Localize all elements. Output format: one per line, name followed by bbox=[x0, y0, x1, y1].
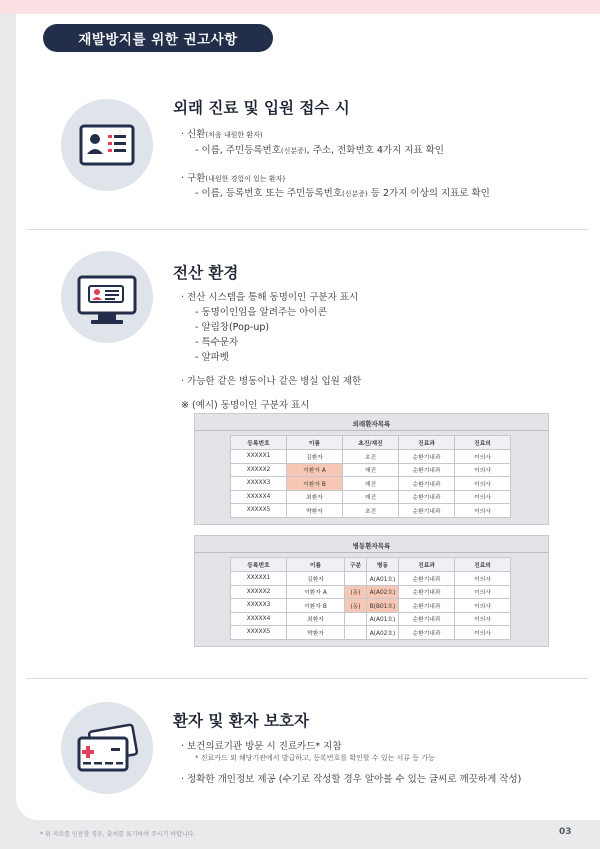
table-cell: 재진 bbox=[343, 490, 399, 504]
credit-card-icon bbox=[61, 702, 153, 794]
table-cell: 최환자 bbox=[287, 490, 343, 504]
table-cell: 이의사 bbox=[455, 450, 511, 464]
table-cell: A(A02호) bbox=[367, 585, 399, 599]
column-header: 진료의 bbox=[455, 558, 511, 572]
column-header: 등록번호 bbox=[231, 436, 287, 450]
table-row bbox=[231, 585, 511, 599]
table-cell: XXXXX3 bbox=[231, 477, 287, 491]
table-cell: XXXXX4 bbox=[231, 612, 287, 626]
table-cell: 순환기내과 bbox=[399, 599, 455, 613]
table-cell: XXXXX2 bbox=[231, 463, 287, 477]
outpatient-table bbox=[230, 435, 511, 518]
returning-patient-line: · 구환(내원한 경험이 있는 환자) bbox=[181, 173, 286, 184]
column-header: 초진/재진 bbox=[343, 436, 399, 450]
table-cell: 김환자 bbox=[287, 572, 345, 586]
it-line-1: - 동명이인임을 알려주는 아이콘 bbox=[195, 307, 327, 318]
table-cell: 이의사 bbox=[455, 626, 511, 640]
table-cell: 최환자 bbox=[287, 612, 345, 626]
table-cell: XXXXX1 bbox=[231, 572, 287, 586]
ward-table-panel bbox=[194, 535, 549, 647]
table-cell: 순환기내과 bbox=[399, 572, 455, 586]
patients-line-1-note: * 진료카드 외 해당기관에서 발급하고, 등록번호를 확인할 수 있는 서류 등 가능 bbox=[195, 754, 435, 762]
table-cell: 순환기내과 bbox=[399, 612, 455, 626]
computer-monitor-icon bbox=[61, 251, 153, 343]
column-header: 병동 bbox=[367, 558, 399, 572]
column-header: 이름 bbox=[287, 436, 343, 450]
table-cell: A(A01호) bbox=[367, 572, 399, 586]
table-cell: 순환기내과 bbox=[399, 450, 455, 464]
table-cell: 이의사 bbox=[455, 612, 511, 626]
footer-note: * 위 자료를 인용할 경우, 출처를 표기하여 주시기 바랍니다. bbox=[40, 831, 196, 838]
section-title-it-env: 전산 환경 bbox=[173, 264, 239, 282]
caption-underline bbox=[195, 552, 548, 553]
table-cell: 순환기내과 bbox=[399, 490, 455, 504]
top-band bbox=[0, 0, 600, 14]
ward-table bbox=[230, 557, 511, 640]
table-row bbox=[231, 490, 511, 504]
table-cell: 김환자 bbox=[287, 450, 343, 464]
table-cell: 이의사 bbox=[455, 504, 511, 518]
table-cell: A(A01호) bbox=[367, 612, 399, 626]
table-cell: 순환기내과 bbox=[399, 477, 455, 491]
column-header: 진료과 bbox=[399, 436, 455, 450]
outpatient-table-caption: 외래환자목록 bbox=[352, 420, 391, 428]
table-cell: (동) bbox=[345, 599, 367, 613]
id-card-icon bbox=[61, 99, 153, 191]
column-header: 진료과 bbox=[399, 558, 455, 572]
patients-line-2: · 정확한 개인정보 제공 (수기로 작성할 경우 알아볼 수 있는 글씨로 깨끗하게 작성) bbox=[181, 774, 522, 785]
new-patient-line: · 신환(처음 내원한 환자) bbox=[181, 129, 263, 140]
column-header: 등록번호 bbox=[231, 558, 287, 572]
table-row bbox=[231, 612, 511, 626]
section-title-patients: 환자 및 환자 보호자 bbox=[173, 712, 309, 730]
table-cell: 초진 bbox=[343, 504, 399, 518]
page-number: 03 bbox=[559, 827, 572, 837]
table-cell: 초진 bbox=[343, 450, 399, 464]
table-cell: 순환기내과 bbox=[399, 504, 455, 518]
table-cell: XXXXX4 bbox=[231, 490, 287, 504]
table-cell: XXXXX3 bbox=[231, 599, 287, 613]
table-cell: 박환자 bbox=[287, 626, 345, 640]
column-header: 진료의 bbox=[455, 436, 511, 450]
table-row bbox=[231, 599, 511, 613]
it-line-0: · 전산 시스템을 통해 동명이인 구분자 표시 bbox=[181, 292, 359, 303]
table-cell: 재진 bbox=[343, 463, 399, 477]
returning-patient-detail: - 이름, 등록번호 또는 주민등록번호(신분증) 등 2가지 이상의 지표로 확인 bbox=[195, 188, 490, 199]
table-cell: (동) bbox=[345, 585, 367, 599]
it-line-2: - 알림창(Pop-up) bbox=[195, 322, 270, 333]
table-row bbox=[231, 463, 511, 477]
table-row bbox=[231, 626, 511, 640]
table-cell: XXXXX1 bbox=[231, 450, 287, 464]
table-row bbox=[231, 477, 511, 491]
patients-line-1: · 보건의료기관 방문 시 진료카드* 지참 bbox=[181, 741, 342, 752]
table-row bbox=[231, 450, 511, 464]
table-cell: 순환기내과 bbox=[399, 585, 455, 599]
table-cell: 순환기내과 bbox=[399, 626, 455, 640]
table-header-row bbox=[231, 558, 511, 572]
table-cell bbox=[345, 626, 367, 640]
ward-table-caption: 병동환자목록 bbox=[352, 542, 391, 550]
table-cell: A(A02호) bbox=[367, 626, 399, 640]
table-row bbox=[231, 504, 511, 518]
outpatient-table-panel bbox=[194, 413, 549, 525]
table-cell: XXXXX5 bbox=[231, 626, 287, 640]
table-cell: 이환자 B bbox=[287, 599, 345, 613]
table-row bbox=[231, 572, 511, 586]
table-cell: 이의사 bbox=[455, 463, 511, 477]
table-cell: 이의사 bbox=[455, 490, 511, 504]
table-cell: XXXXX2 bbox=[231, 585, 287, 599]
table-cell: 이의사 bbox=[455, 572, 511, 586]
caption-underline bbox=[195, 430, 548, 431]
table-header-row bbox=[231, 436, 511, 450]
table-cell: 순환기내과 bbox=[399, 463, 455, 477]
table-cell: 박환자 bbox=[287, 504, 343, 518]
table-cell: XXXXX5 bbox=[231, 504, 287, 518]
new-patient-detail: - 이름, 주민등록번호(신분증), 주소, 전화번호 4가지 지표 확인 bbox=[195, 145, 444, 156]
it-line-4: - 알파벳 bbox=[195, 352, 229, 363]
table-cell: 이의사 bbox=[455, 477, 511, 491]
table-cell: 재진 bbox=[343, 477, 399, 491]
table-cell: 이환자 B bbox=[287, 477, 343, 491]
ward-restriction-line: · 가능한 같은 병동이나 같은 병실 입원 제한 bbox=[181, 376, 362, 387]
table-cell bbox=[345, 572, 367, 586]
column-header: 이름 bbox=[287, 558, 345, 572]
example-line: ※ (예시) 동명이인 구분자 표시 bbox=[181, 400, 310, 411]
table-cell: 이의사 bbox=[455, 585, 511, 599]
table-cell: 이의사 bbox=[455, 599, 511, 613]
section-divider bbox=[26, 678, 588, 679]
section-divider bbox=[26, 229, 588, 230]
it-line-3: - 특수문자 bbox=[195, 337, 239, 348]
page-title: 재발방지를 위한 권고사항 bbox=[43, 24, 273, 52]
table-cell: 이환자 A bbox=[287, 463, 343, 477]
table-cell: B(B01호) bbox=[367, 599, 399, 613]
section-title-outpatient: 외래 진료 및 입원 접수 시 bbox=[173, 99, 350, 117]
table-cell bbox=[345, 612, 367, 626]
column-header: 구분 bbox=[345, 558, 367, 572]
table-cell: 이환자 A bbox=[287, 585, 345, 599]
